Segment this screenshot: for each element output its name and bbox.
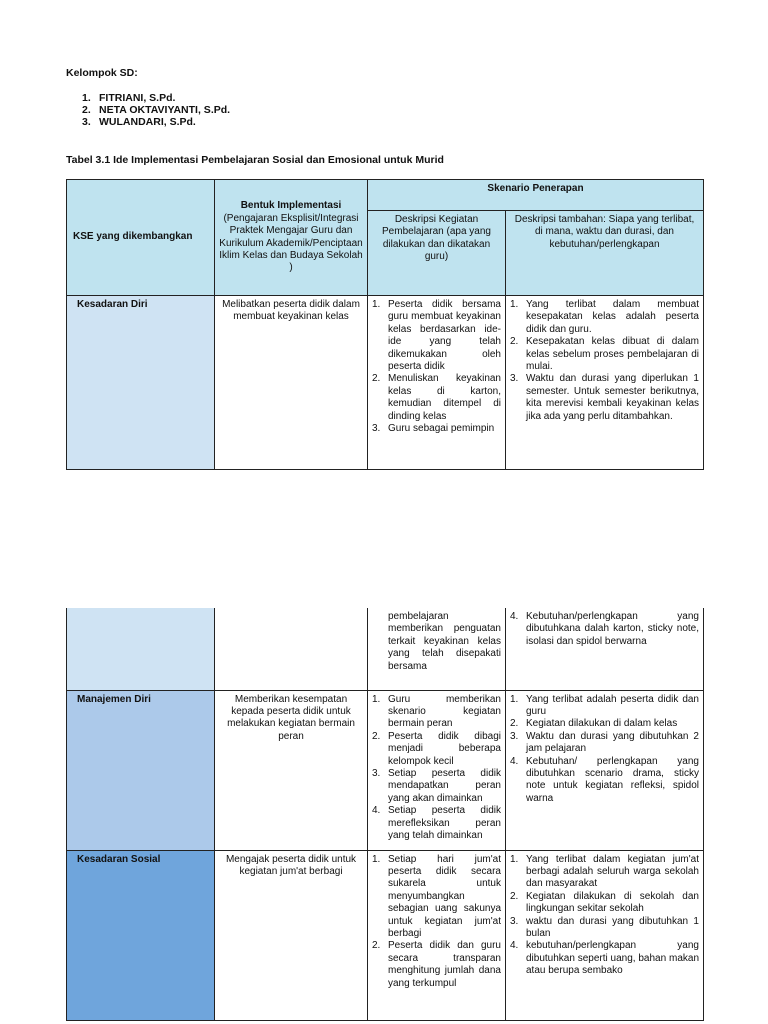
header-skenario: Skenario Penerapan [368,180,704,211]
row-bentuk-kesadaran-diri: Melibatkan peserta didik dalam membuat keyakinan kelas [215,296,368,470]
row-kegiatan-kesadaran-diri [368,296,506,470]
row-bentuk-continued [215,608,368,690]
list-item: 3. Guru sebagai pemimpin [372,423,495,435]
list-item: 4. kebutuhan/perlengkapan yang dibutuhkan seperti uang, bahan makan atau berupa sembako [510,940,699,977]
row-bentuk-manajemen-diri: Memberikan kesempatan kepada peserta didik untuk melakukan kegiatan bermain peran [215,690,368,850]
row-kegiatan-continued: pembelajaran memberikan penguatan terkait keyakinan kelas yang telah disepakati bersama [368,608,506,690]
member-item: 3. WULANDARI, S.Pd. [82,116,196,128]
list-item: 2. Peserta didik dibagi menjadi beberapa kelompok kecil [372,730,501,767]
list-item: 4. Kebutuhan/perlengkapan yang dibutuhkana dalah karton, sticky note, isolasi dan spidol berwarna [510,611,699,647]
list-item: 3. Waktu dan durasi yang dibutuhkan 2 jam pelajaran [510,730,699,755]
row-tambahan-manajemen-diri [506,690,704,850]
list-item: 2. Kegiatan dilakukan di sekolah dan lingkungan sekitar sekolah [510,890,699,915]
header-deskripsi-tambahan: Deskripsi tambahan: Siapa yang terlibat, di mana, waktu dan durasi, dan kebutuhan/perlengkapan [506,211,704,296]
table-caption: Tabel 3.1 Ide Implementasi Pembelajaran Sosial dan Emosional untuk Murid [66,154,444,166]
list-item: 3. Setiap peserta didik mendapatkan peran yang akan dimainkan [372,767,501,804]
list-item: 4. Setiap peserta didik merefleksikan peran yang telah dimainkan [372,805,501,841]
member-item: 1. FITRIANI, S.Pd. [82,92,176,104]
group-title: Kelompok SD: [66,67,138,79]
list-item: 1. Yang terlibat dalam membuat kesepakatan kelas adalah peserta didik dan guru. [510,299,699,335]
list-item: 3. Waktu dan durasi yang diperlukan 1 semester. Untuk semester berikutnya, kita merevisi kembali keyakinan kelas jika ada yang perlu ditambahkan. [510,373,699,422]
row-bentuk-kesadaran-sosial: Mengajak peserta didik untuk kegiatan jum'at berbagi [215,850,368,1020]
sel-table-part-2 [66,608,704,1021]
row-kse-continued [67,608,215,690]
header-kse: KSE yang dikembangkan [67,180,215,296]
row-kse-kesadaran-sosial: Kesadaran Sosial [67,850,215,1020]
row-kegiatan-manajemen-diri [368,690,506,850]
list-item: 1. Setiap hari jum'at peserta didik secara sukarela untuk menyumbangkan sebagian uang sakunya untuk kegiatan jum'at berbagi [372,853,501,939]
list-item: 4. Kebutuhan/ perlengkapan yang dibutuhkan scenario drama, sticky note untuk kegiatan refleksi, spidol warna [510,755,699,804]
header-deskripsi-kegiatan: Deskripsi Kegiatan Pembelajaran (apa yang dilakukan dan dikatakan guru) [368,211,506,296]
list-item: 2. Kesepakatan kelas dibuat di dalam kelas sebelum proses pembelajaran di mulai. [510,336,699,373]
row-kse-manajemen-diri: Manajemen Diri [67,690,215,850]
header-bentuk-sub: (Pengajaran Eksplisit/Integrasi Praktek Mengajar Guru dan Kurikulum Akademik/Penciptaan Iklim Kelas dan Budaya Sekolah ) [219,212,363,274]
list-item: 2. Kegiatan dilakukan di dalam kelas [510,718,678,730]
list-item: 1. Yang terlibat adalah peserta didik dan guru [510,693,699,717]
row-kse-kesadaran-diri: Kesadaran Diri [67,296,215,470]
list-item: 2. Menuliskan keyakinan kelas di karton, kemudian ditempel di dinding kelas [372,373,501,422]
list-item: 1. Guru memberikan skenario kegiatan bermain peran [372,693,501,730]
row-tambahan-kesadaran-diri [506,296,704,470]
header-bentuk-title: Bentuk Implementasi [240,200,342,212]
header-bentuk [215,180,368,296]
member-item: 2. NETA OKTAVIYANTI, S.Pd. [82,104,231,116]
row-tambahan-continued [506,608,704,690]
sel-table-part-1 [66,179,704,470]
member-list [82,92,230,128]
list-item: 1. Yang terlibat dalam kegiatan jum'at berbagi adalah seluruh warga sekolah dan masyarakat [510,853,699,890]
list-item: 2. Peserta didik dan guru secara transparan menghitung jumlah dana yang terkumpul [372,940,501,989]
list-item: 3. waktu dan durasi yang dibutuhkan 1 bulan [510,915,699,939]
row-tambahan-kesadaran-sosial [506,850,704,1020]
list-item: 1. Peserta didik bersama guru membuat keyakinan kelas berdasarkan ide-ide yang telah dikemukakan oleh peserta didik [372,299,501,373]
row-kegiatan-kesadaran-sosial [368,850,506,1020]
